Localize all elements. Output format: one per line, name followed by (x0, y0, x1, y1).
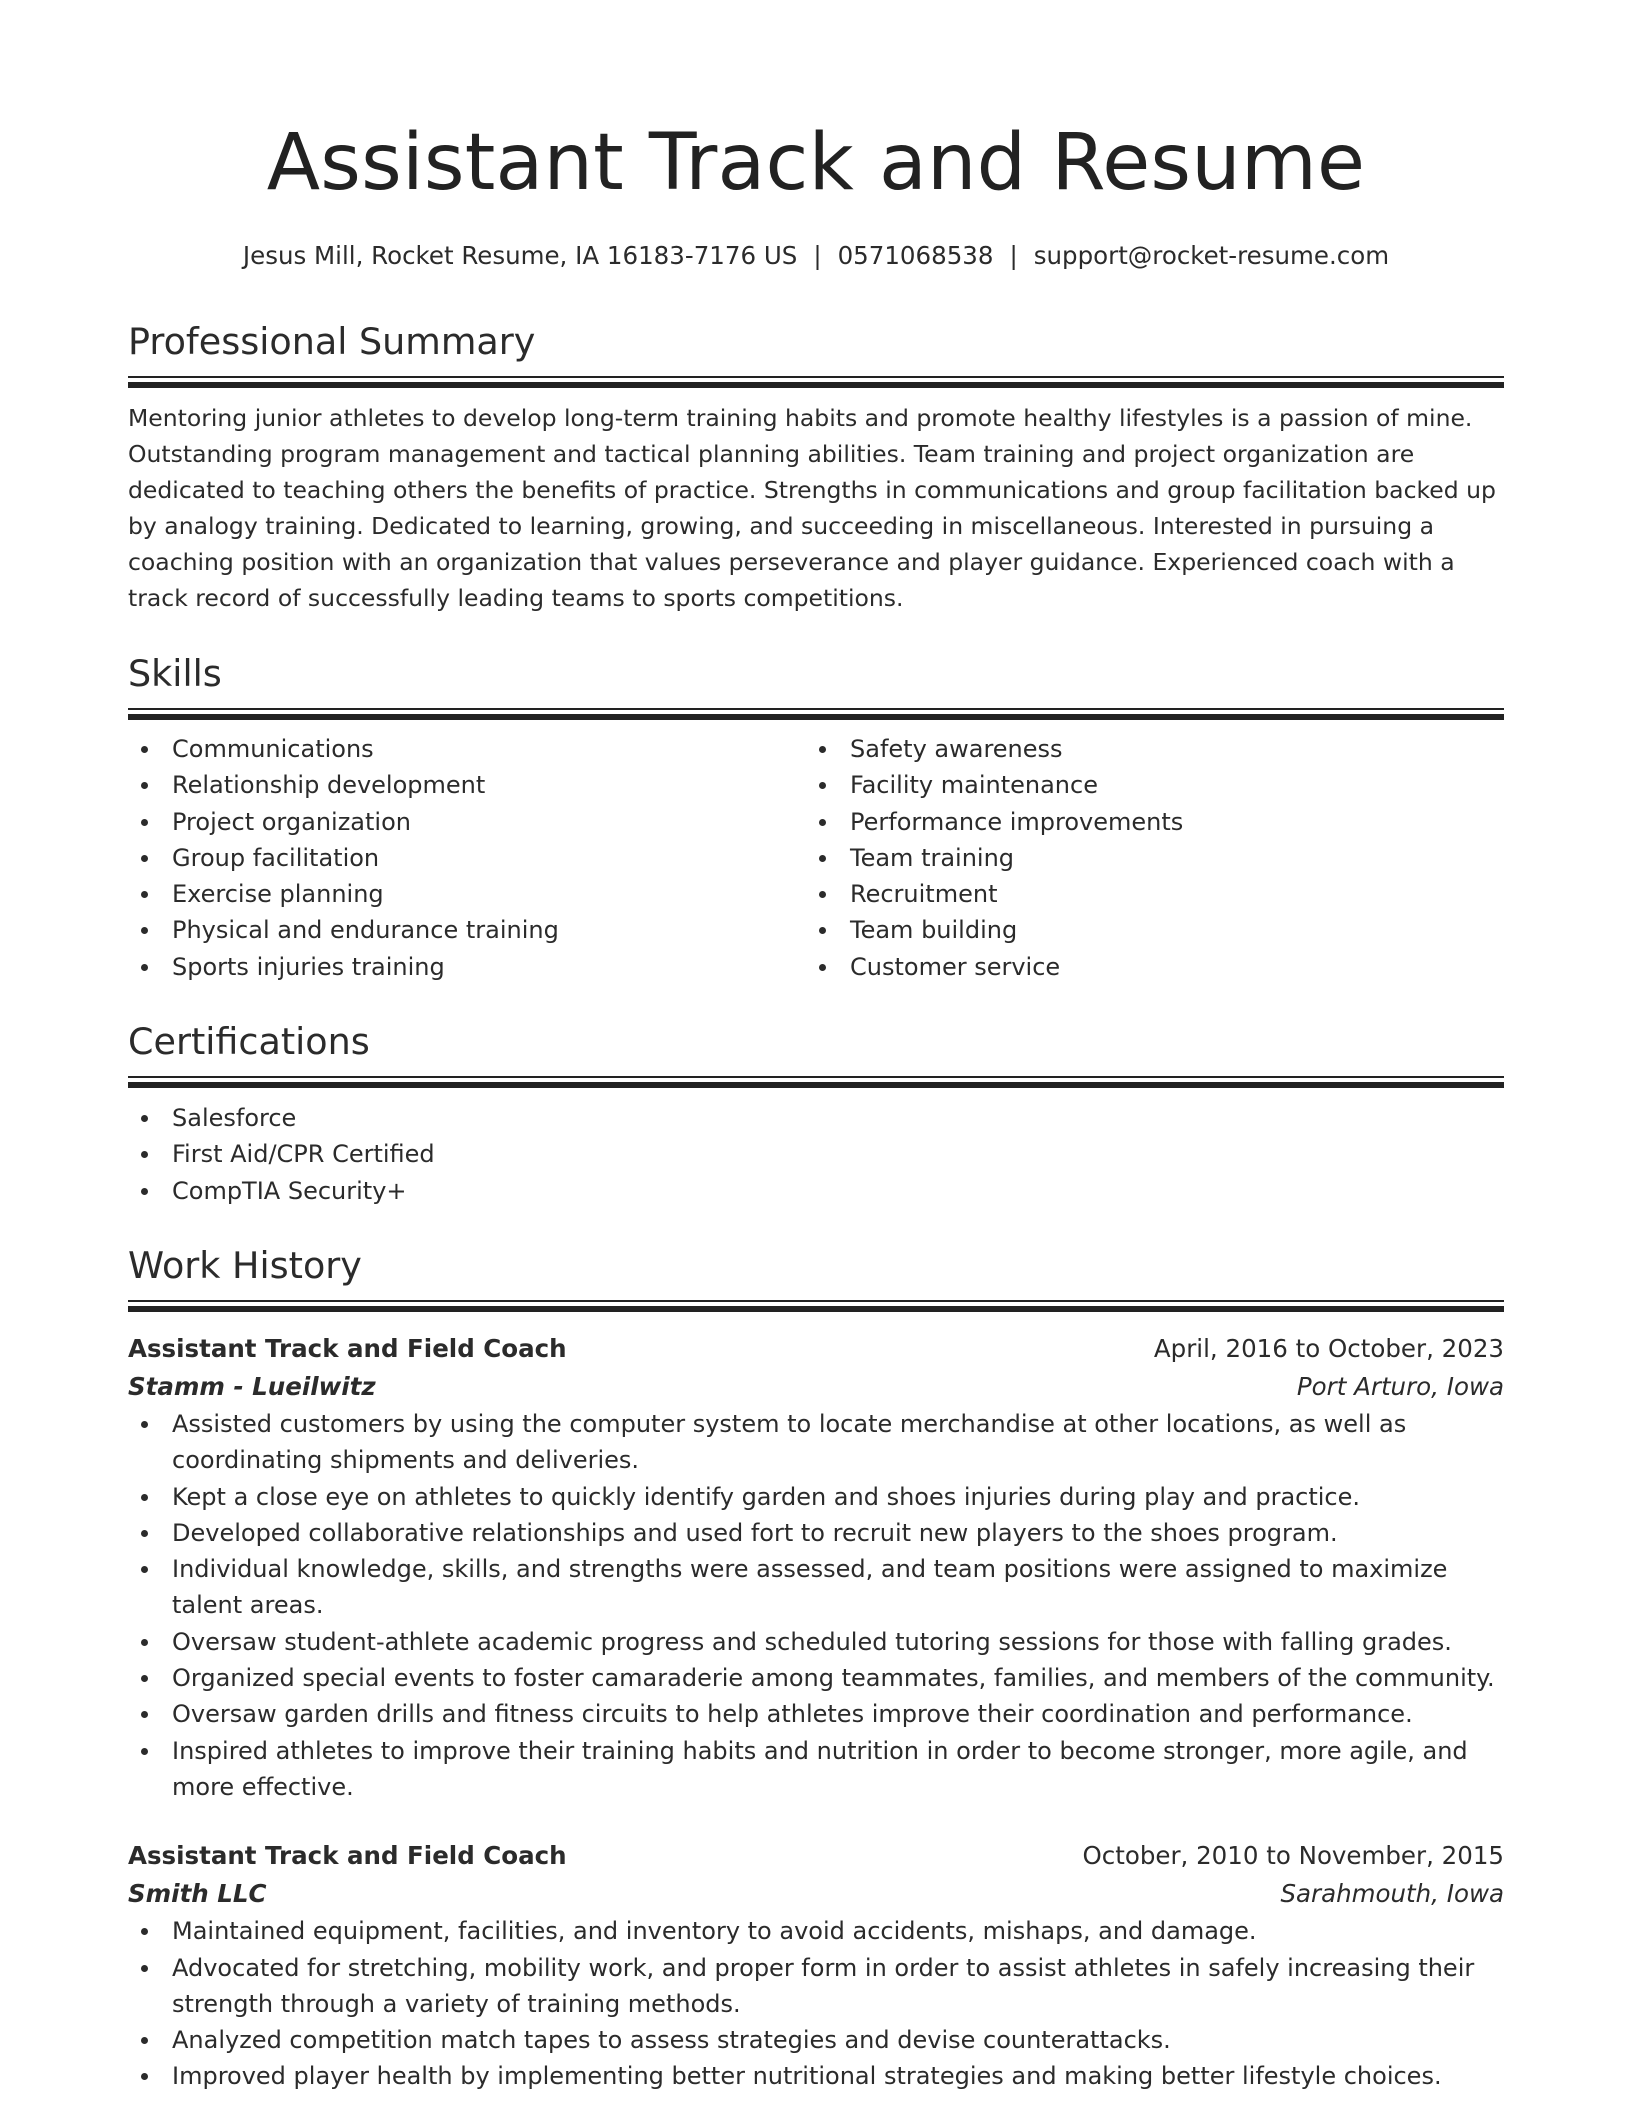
certification-item: CompTIA Security+ (128, 1173, 1504, 1209)
certifications-section (128, 1018, 1504, 1209)
skill-item: Performance improvements (806, 804, 1484, 840)
contact-separator: | (813, 241, 822, 270)
skill-item: Group facilitation (128, 840, 806, 876)
job-title: Assistant Track and Field Coach (128, 1334, 567, 1363)
skill-item: Physical and endurance training (128, 912, 806, 948)
contact-email: support@rocket-resume.com (1033, 241, 1390, 270)
job-duty: Individual knowledge, skills, and strengths were assessed, and team positions were assigned to maximize talent areas. (128, 1551, 1504, 1624)
skill-item: Customer service (806, 949, 1484, 985)
job-duty: Oversaw student-athlete academic progress and scheduled tutoring sessions for those with falling grades. (128, 1624, 1504, 1660)
job-company: Stamm - Lueilwitz (128, 1372, 376, 1401)
skill-item: Relationship development (128, 767, 806, 803)
job-duty: Inspired athletes to improve their training habits and nutrition in order to become stronger, more agile, and more effective. (128, 1733, 1504, 1806)
contact-address: Jesus Mill, Rocket Resume, IA 16183-7176 US (242, 241, 798, 270)
job-duty: Assisted customers by using the computer system to locate merchandise at other locations, as well as coordinating shipments and deliveries. (128, 1406, 1504, 1479)
job-location: Sarahmouth, Iowa (1280, 1879, 1504, 1909)
job-duty: Kept a close eye on athletes to quickly identify garden and shoes injuries during play and practice. (128, 1479, 1504, 1515)
section-divider (128, 1300, 1504, 1314)
job-title: Assistant Track and Field Coach (128, 1841, 567, 1871)
skill-item: Exercise planning (128, 876, 806, 912)
section-heading: Professional Summary (128, 320, 536, 363)
job-company: Smith LLC (128, 1879, 267, 1909)
job-entry (128, 1330, 1504, 1805)
job-dates: April, 2016 to October, 2023 (1153, 1334, 1504, 1363)
summary-text: Mentoring junior athletes to develop long-term training habits and promote healthy lifestyles is a passion of mine. Outstanding program management and tactical planning abilities. Team training and project organization are dedicated to teaching others the benefits of practice. Strengths in communications and group facilitation backed up by analogy training. Dedicated to learning, growing, and succeeding in miscellaneous. Interested in pursuing a coaching position with an organization that values perseverance and player guidance. Experienced coach with a track record of successfully leading teams to sports competitions. (128, 404, 1496, 612)
job-duty: Advocated for stretching, mobility work, and proper form in order to assist athletes in safely increasing their strength through a variety of training methods. (128, 1950, 1504, 2023)
job-duty: Organized special events to foster camaraderie among teammates, families, and members of the community. (128, 1660, 1504, 1696)
job-duty: Maintained equipment, facilities, and inventory to avoid accidents, mishaps, and damage. (128, 1913, 1504, 1949)
job-duty: Improved player health by implementing better nutritional strategies and making better lifestyle choices. (128, 2058, 1504, 2094)
job-duties-list (128, 1406, 1504, 1805)
summary-section (128, 318, 1504, 616)
section-divider (128, 376, 1504, 390)
skills-left-list (128, 731, 806, 985)
skill-item: Recruitment (806, 876, 1484, 912)
job-duties-list (128, 1913, 1504, 2094)
skills-grid (128, 731, 1504, 985)
certification-item: First Aid/CPR Certified (128, 1136, 1504, 1172)
job-company-row (128, 1875, 1504, 1913)
certification-item: Salesforce (128, 1100, 1504, 1136)
contact-phone: 0571068538 (837, 241, 994, 270)
section-divider (128, 1076, 1504, 1090)
work-history-section (128, 1242, 1504, 2095)
skill-item: Team building (806, 912, 1484, 948)
skill-item: Facility maintenance (806, 767, 1484, 803)
section-divider (128, 708, 1504, 722)
job-header-row (128, 1837, 1504, 1875)
skill-item: Sports injuries training (128, 949, 806, 985)
skill-item: Safety awareness (806, 731, 1484, 767)
skill-item: Communications (128, 731, 806, 767)
skills-right-list (806, 731, 1484, 985)
job-header-row (128, 1330, 1504, 1368)
skills-section (128, 650, 1504, 985)
job-duty: Oversaw garden drills and fitness circuits to help athletes improve their coordination and performance. (128, 1696, 1504, 1732)
job-duty: Analyzed competition match tapes to assess strategies and devise counterattacks. (128, 2022, 1504, 2058)
certifications-list (128, 1100, 1504, 1209)
resume-title: Assistant Track and Resume (266, 118, 1366, 208)
job-entry (128, 1837, 1504, 2094)
job-location: Port Arturo, Iowa (1296, 1372, 1504, 1401)
section-heading: Certifications (128, 1020, 370, 1063)
job-company-row (128, 1368, 1504, 1406)
contact-separator: | (1009, 241, 1018, 270)
section-heading: Work History (128, 1244, 362, 1287)
section-heading: Skills (128, 652, 222, 695)
contact-line (128, 241, 1504, 270)
skill-item: Project organization (128, 804, 806, 840)
skill-item: Team training (806, 840, 1484, 876)
job-duty: Developed collaborative relationships and used fort to recruit new players to the shoes program. (128, 1515, 1504, 1551)
job-dates: October, 2010 to November, 2015 (1082, 1841, 1504, 1871)
